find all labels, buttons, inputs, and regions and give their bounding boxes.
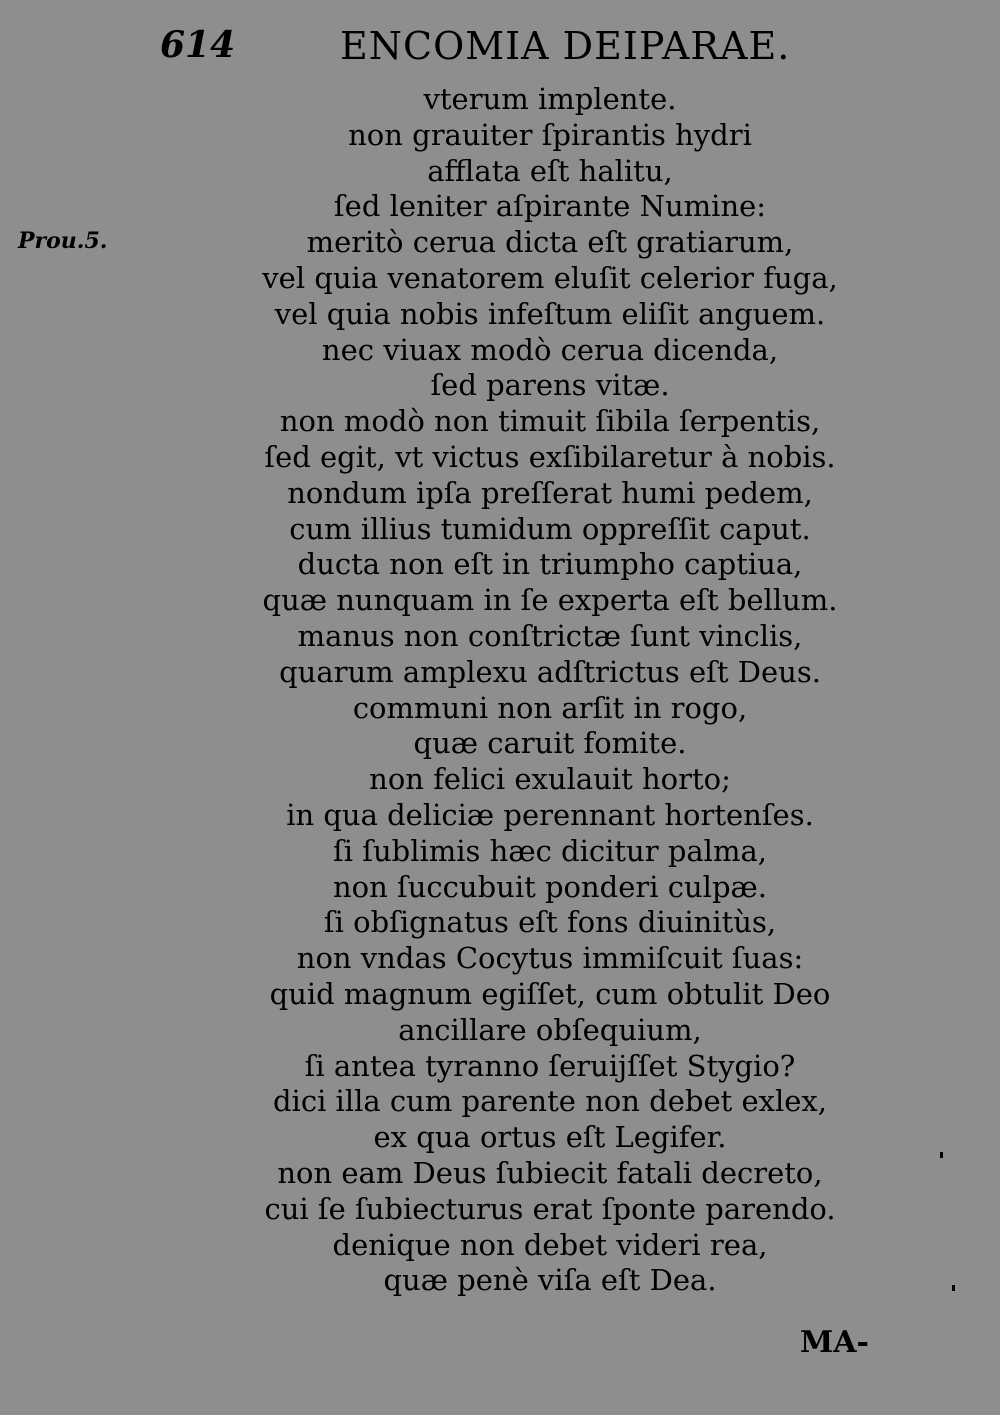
text-line: vel quia venatorem eluſit celerior fuga, — [262, 260, 838, 295]
text-line: quæ nunquam in ſe experta eſt bellum. — [262, 583, 838, 618]
text-line: vterum implente. — [423, 82, 677, 116]
margin-note: Prou.5. — [18, 228, 108, 254]
text-line: denique non debet videri rea, — [332, 1227, 768, 1262]
verse-text — [230, 82, 870, 1299]
text-line: communi non arſit in rogo, — [352, 690, 748, 725]
text-line: ſed leniter aſpirante Numine: — [333, 189, 767, 224]
running-head: ENCOMIA DEIPARAE. — [340, 24, 791, 68]
text-line: afflata eſt halitu, — [427, 153, 673, 188]
text-line: non felici exulauit horto; — [369, 762, 731, 797]
text-line: ſi antea tyranno ſeruijſſet Stygio? — [304, 1048, 796, 1083]
text-line: quæ caruit fomite. — [413, 726, 687, 761]
text-line: meritò cerua dicta eſt gratiarum, — [306, 225, 794, 260]
text-line: cum illius tumidum oppreſſit caput. — [289, 511, 811, 546]
text-line: ſed parens vitæ. — [430, 368, 670, 403]
text-line: ex qua ortus eſt Legifer. — [373, 1120, 727, 1155]
text-line: ſi ſublimis hæc dicitur palma, — [333, 833, 767, 868]
text-line: ancillare obſequium, — [398, 1012, 702, 1047]
text-line: non grauiter ſpirantis hydri — [348, 117, 752, 152]
text-line: dici illa cum parente non debet exlex, — [272, 1084, 828, 1119]
text-line: quæ penè viſa eſt Dea. — [383, 1263, 717, 1298]
text-line: non vndas Cocytus immiſcuit ſuas: — [296, 941, 804, 976]
text-line: ſed egit, vt victus exſibilaretur à nobis. — [264, 439, 836, 474]
text-line: nondum ipſa preſſerat humi pedem, — [287, 475, 813, 510]
text-line: non ſuccubuit ponderi culpæ. — [332, 869, 767, 904]
page-number: 614 — [160, 24, 236, 66]
text-line: in qua deliciæ perennant hortenſes. — [286, 797, 814, 832]
ink-speck — [952, 1285, 955, 1291]
text-line: nec viuax modò cerua dicenda, — [321, 332, 779, 367]
text-line: non modò non timuit ſibila ſerpentis, — [279, 404, 821, 439]
catchword: MA- — [800, 1325, 869, 1360]
text-line: ſi obſignatus eſt fons diuinitùs, — [323, 905, 777, 940]
text-line: non eam Deus ſubiecit fatali decreto, — [277, 1155, 823, 1190]
ink-speck — [940, 1152, 943, 1158]
text-line: quid magnum egiſſet, cum obtulit Deo — [269, 976, 831, 1011]
text-line: manus non conſtrictæ ſunt vinclis, — [297, 618, 803, 653]
text-line: cui ſe ſubiecturus erat ſponte parendo. — [264, 1191, 836, 1226]
text-line: vel quia nobis infeſtum eliſit anguem. — [274, 296, 826, 331]
text-line: ducta non eſt in triumpho captiua, — [297, 547, 803, 582]
text-line: quarum amplexu adſtrictus eſt Deus. — [279, 654, 821, 689]
